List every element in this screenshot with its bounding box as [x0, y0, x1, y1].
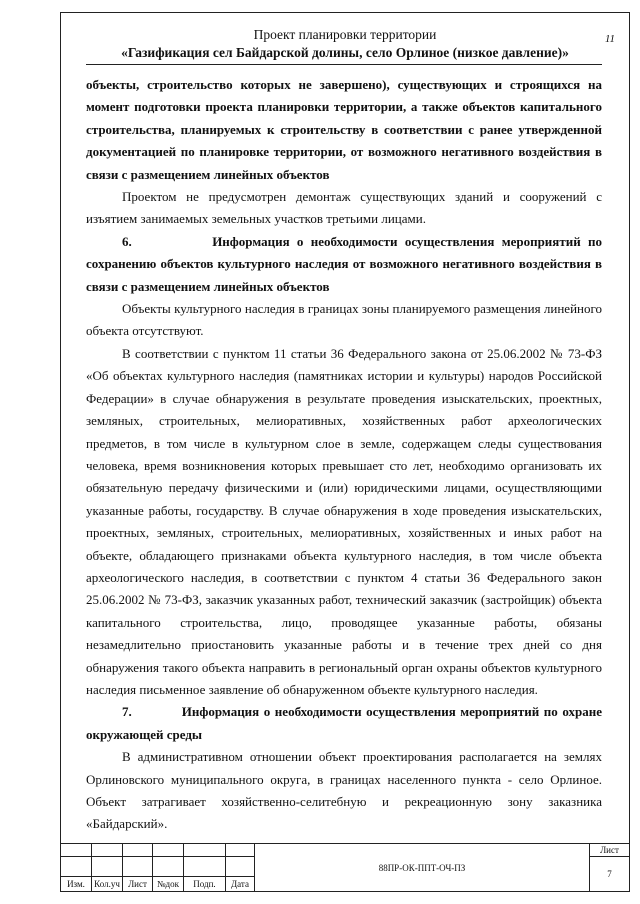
stamp-col-list: Лист [123, 877, 153, 892]
stamp-col-izm: Изм. [61, 877, 92, 892]
section-7-heading [86, 701, 602, 746]
sheet-number: 7 [590, 857, 630, 892]
sheet-label: Лист [590, 844, 630, 857]
title-block-stamp [60, 843, 630, 892]
paragraph-environment: В административном отношении объект проектирования располагается на землях Орлиновского муниципального округа, в границах населенного пункта - село Орлиное. Объект затрагивает хозяйственно-селитебную и рекреационную зону заказника «Байдарский». [86, 749, 602, 832]
stamp-col-data: Дата [226, 877, 255, 892]
document-code: 88ПР-ОК-ППТ-ОЧ-ПЗ [255, 844, 590, 892]
document-header [60, 26, 630, 62]
stamp-col-ndok: №док [153, 877, 184, 892]
document-body [86, 74, 602, 836]
section-7-number: 7. [122, 704, 132, 720]
section-6-number: 6. [122, 233, 132, 249]
section-7-title: Информация о необходимости осуществления мероприятий по охране окружающей среды [86, 704, 602, 742]
paragraph-continued-heading: объекты, строительство которых не завершено), существующих и строящихся на момент подготовки проекта планировки территории, а также объектов капитального строительства, планируемых к строительству в соответствии с ранее утвержденной документацией по планировке территории, от возможного негативного воздействия в связи с размещением линейных объектов [86, 77, 602, 182]
paragraph-demolition: Проектом не предусмотрен демонтаж существующих зданий и сооружений с изъятием занимаемых земельных участков третьими лицами. [86, 189, 602, 227]
paragraph-heritage-absent: Объекты культурного наследия в границах зоны планируемого размещения линейного объекта отсутствуют. [86, 301, 602, 339]
section-6-title: Информация о необходимости осуществления мероприятий по сохранению объектов культурного наследия от возможного негативного воздействия в связи с размещением линейных объектов [86, 233, 602, 294]
stamp-col-koluch: Кол.уч [92, 877, 123, 892]
paragraph-heritage-law: В соответствии с пунктом 11 статьи 36 Федерального закона от 25.06.2002 № 73-ФЗ «Об объектах культурного наследия (памятниках истории и культуры) народов Российской Федерации» в случае обнаружения в результате проведения изыскательских, проектных, земляных, строительных, мелиоративных, хозяйственных работ археологических предметов, в том числе в культурном слое в земле, содержащем следы существования человека, время возникновения которых превышает сто лет, необходимо организовать их обязательную передачу физическими и (или) юридическими лицами, осуществляющими указанные работы, государству. В случае обнаружения в ходе проведения изыскательских, проектных, земляных, строительных, мелиоративных, хозяйственных и иных работ на объекте, обладающего признаками объекта культурного наследия, в том числе объекта археологического наследия, в соответствии с пунктом 4 статьи 36 Федерального закон 25.06.2002 № 73-ФЗ, заказчик указанных работ, технический заказчик (застройщик) объекта капитального строительства, лицо, проводящее указанные работы, обязаны незамедлительно приостановить указанные работы и в течение трех дней со дня обнаружения такого объекта направить в региональный орган охраны объектов культурного наследия письменное заявление об обнаруженном объекте культурного наследия. [86, 345, 602, 697]
header-line-1: Проект планировки территории [253, 27, 437, 42]
page-number: 11 [604, 33, 615, 45]
header-divider [86, 64, 602, 65]
stamp-col-podp: Подп. [184, 877, 226, 892]
header-line-2: «Газификация сел Байдарской долины, село Орлиное (низкое давление)» [121, 45, 569, 60]
section-6-heading [86, 231, 602, 298]
